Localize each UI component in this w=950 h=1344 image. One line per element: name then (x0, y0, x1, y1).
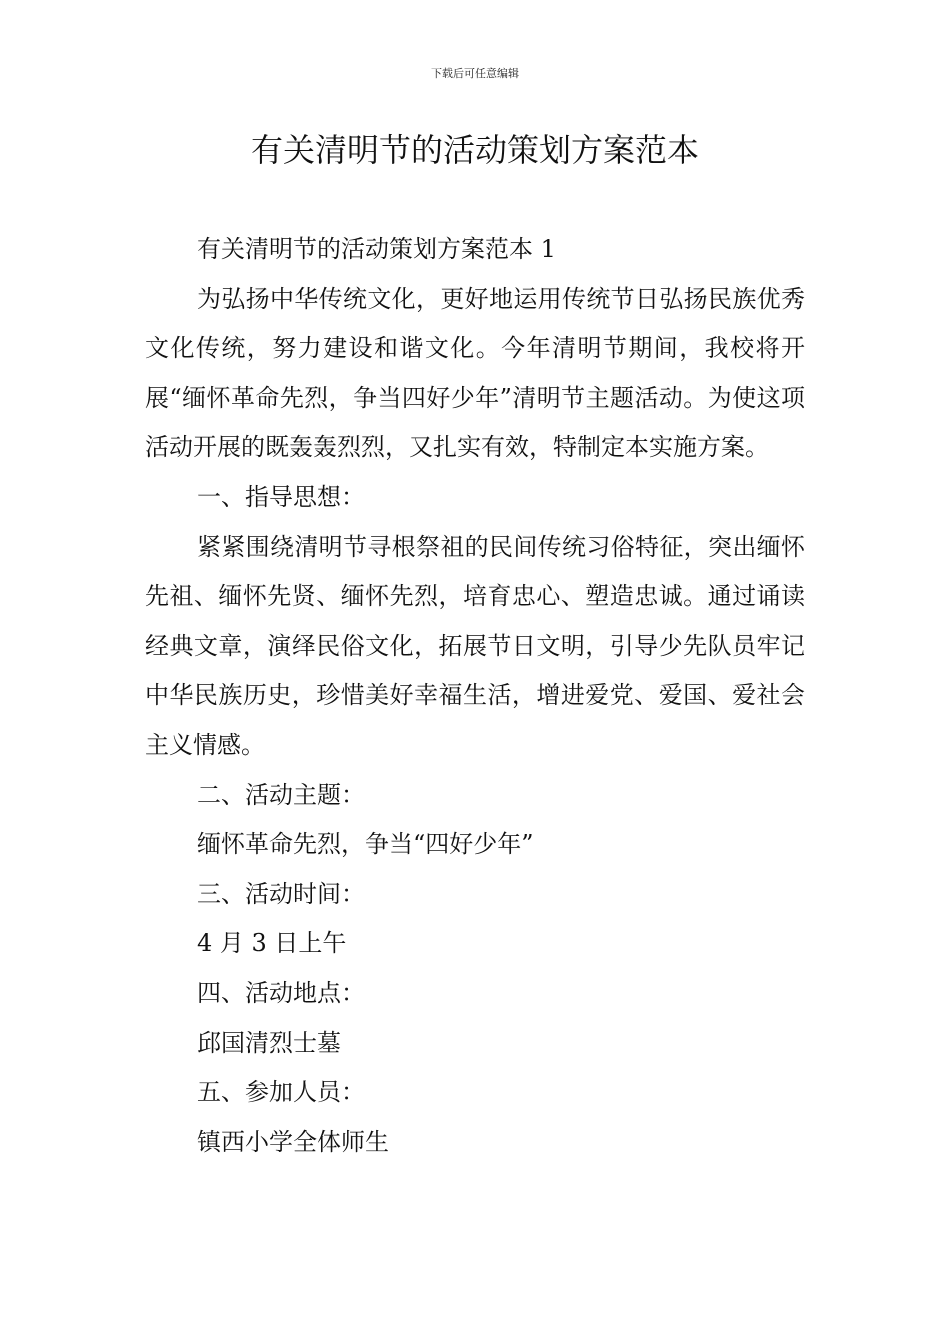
section-heading-plan-1: 有关清明节的活动策划方案范本 1 (197, 235, 556, 263)
section-heading-theme: 二、活动主题： (197, 780, 365, 809)
intro-paragraph: 为弘扬中华传统文化，更好地运用传统节日弘扬民族优秀文化传统，努力建设和谐文化。今年清明节期间，我校将开展“缅怀革命先烈，争当四好少年”清明节主题活动。为使这项活动开展的既轰轰烈烈，又扎实有效，特制定本实施方案。 (145, 284, 805, 462)
header-note: 下载后可任意编辑 (431, 67, 519, 80)
section-heading-time: 三、活动时间： (197, 879, 365, 908)
section-heading-participants: 五、参加人员： (197, 1078, 365, 1107)
theme-text: 缅怀革命先烈，争当“四好少年” (197, 830, 534, 859)
guiding-thought-paragraph: 紧紧围绕清明节寻根祭祖的民间传统习俗特征，突出缅怀先祖、缅怀先贤、缅怀先烈，培育忠心、塑造忠诚。通过诵读经典文章，演绎民俗文化，拓展节日文明，引导少先队员牢记中华民族历史，珍惜美好幸福生活，增进爱党、爱国、爱社会主义情感。 (145, 532, 805, 759)
document-title: 有关清明节的活动策划方案范本 (250, 131, 699, 169)
section-heading-guiding-thought: 一、指导思想： (197, 482, 365, 511)
section-heading-location: 四、活动地点： (197, 978, 365, 1007)
location-text: 邱国清烈士墓 (197, 1028, 341, 1057)
document-body (145, 225, 805, 1167)
time-text: 4 月 3 日上午 (197, 929, 347, 958)
participants-text: 镇西小学全体师生 (197, 1127, 389, 1156)
